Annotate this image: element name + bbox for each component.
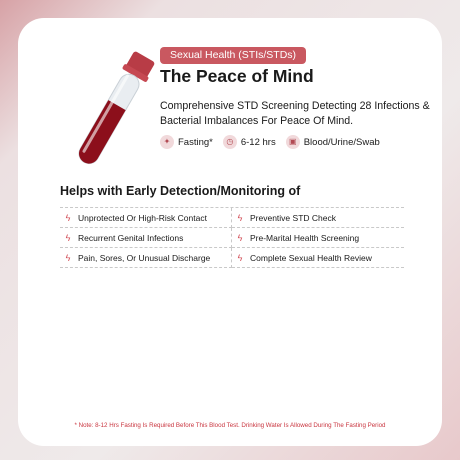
bolt-icon: ϟ — [237, 232, 243, 243]
bolt-icon: ϟ — [65, 232, 71, 243]
fasting-icon: ✦ — [160, 135, 174, 149]
list-item: ϟ Unprotected Or High-Risk Contact — [60, 208, 232, 228]
requirement-label: Blood/Urine/Swab — [303, 136, 380, 148]
bolt-icon: ϟ — [237, 252, 243, 263]
requirement-duration — [223, 135, 276, 149]
requirements-row — [160, 135, 390, 149]
test-description: Comprehensive STD Screening Detecting 28 Infections & Bacterial Imbalances For Peace Of Mind. — [160, 100, 430, 127]
list-item: ϟ Pre-Marital Health Screening — [232, 228, 404, 248]
detection-grid — [60, 207, 404, 268]
list-item: ϟ Recurrent Genital Infections — [60, 228, 232, 248]
list-item: ϟ Complete Sexual Health Review — [232, 248, 404, 268]
test-tube-icon — [68, 42, 158, 182]
fasting-note: * Note: 8-12 Hrs Fasting Is Required Before This Blood Test. Drinking Water Is Allowed During The Fasting Period — [74, 422, 386, 429]
list-item: ϟ Pain, Sores, Or Unusual Discharge — [60, 248, 232, 268]
bolt-icon: ϟ — [237, 212, 243, 223]
page-title: The Peace of Mind — [160, 66, 314, 86]
bolt-icon: ϟ — [65, 252, 71, 263]
sample-icon: ▣ — [286, 135, 300, 149]
requirement-sample — [286, 135, 380, 149]
list-item: ϟ Preventive STD Check — [232, 208, 404, 228]
category-tag: Sexual Health (STIs/STDs) — [160, 47, 306, 64]
bolt-icon: ϟ — [65, 212, 71, 223]
test-card — [18, 18, 442, 446]
clock-icon: ◷ — [223, 135, 237, 149]
requirement-fasting — [160, 135, 213, 149]
requirement-label: 6-12 hrs — [240, 136, 276, 148]
section-heading: Helps with Early Detection/Monitoring of — [60, 184, 301, 198]
requirement-label: Fasting* — [178, 136, 213, 148]
